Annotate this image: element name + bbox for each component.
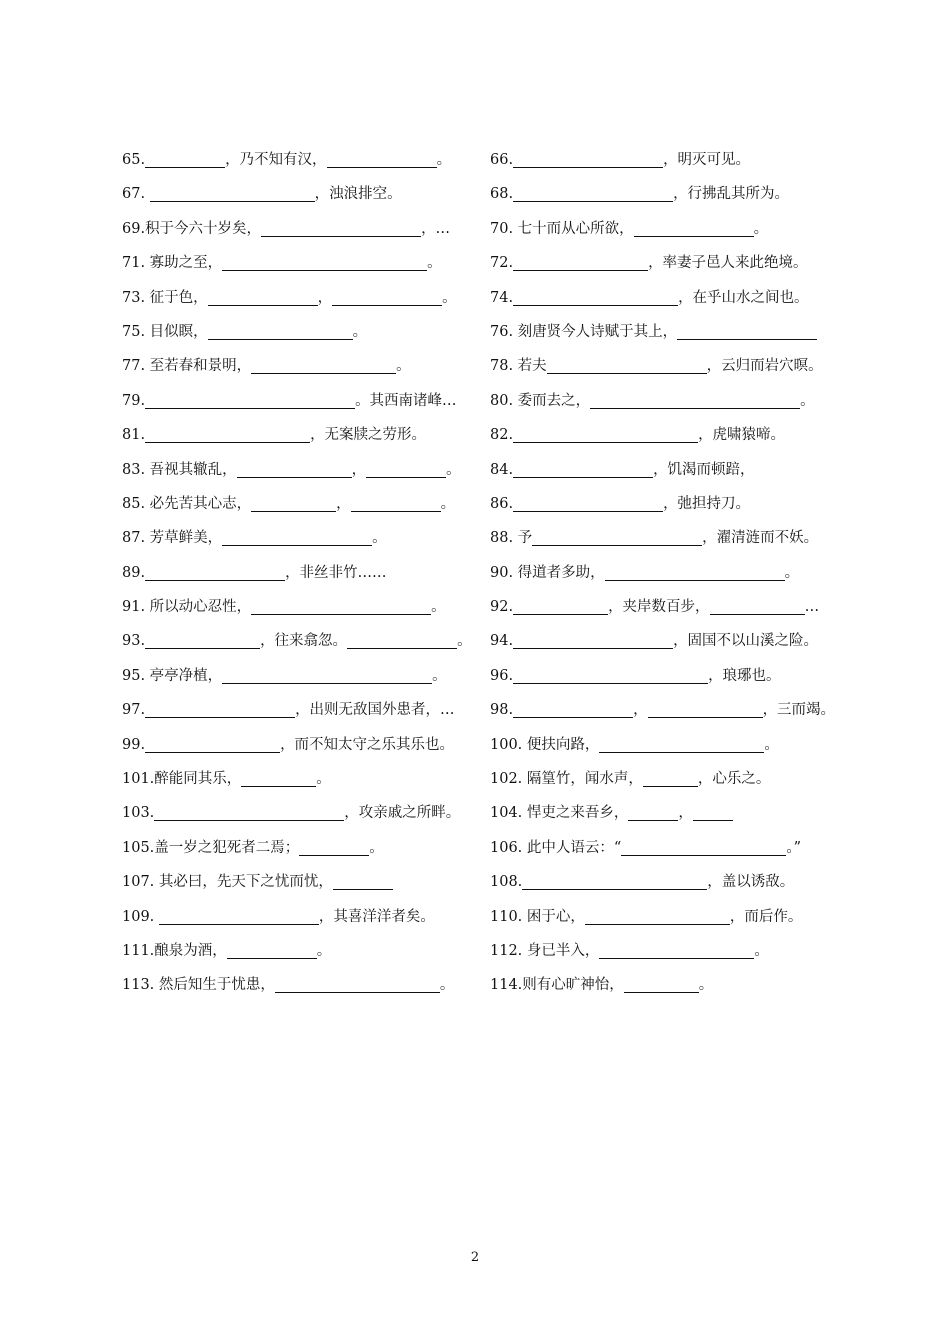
question-text: 所以动心忍性， bbox=[145, 599, 252, 616]
question-item bbox=[122, 487, 490, 521]
question-text: 然后知生于忧患， bbox=[154, 977, 275, 994]
answer-blank[interactable] bbox=[599, 940, 754, 959]
answer-blank[interactable] bbox=[251, 596, 431, 615]
question-number: 104. bbox=[490, 805, 523, 822]
question-item bbox=[490, 453, 844, 487]
answer-blank[interactable] bbox=[643, 768, 698, 787]
question-text: 。 bbox=[440, 495, 456, 512]
question-text: 。 bbox=[800, 392, 815, 409]
answer-blank[interactable] bbox=[145, 149, 225, 168]
question-number: 92. bbox=[490, 599, 514, 616]
question-number: 99. bbox=[122, 736, 146, 753]
question-item bbox=[490, 590, 844, 624]
question-text: 。 bbox=[369, 839, 384, 856]
question-number: 93. bbox=[122, 633, 146, 650]
question-number: 83. bbox=[122, 461, 146, 478]
question-number: 95. bbox=[122, 667, 146, 684]
answer-blank[interactable] bbox=[208, 321, 353, 340]
question-text: 若夫 bbox=[513, 358, 547, 375]
answer-blank[interactable] bbox=[585, 906, 730, 925]
answer-blank[interactable] bbox=[513, 596, 608, 615]
question-number: 65. bbox=[122, 152, 146, 168]
question-number: 98. bbox=[490, 702, 514, 719]
question-text: 委而去之， bbox=[513, 392, 591, 409]
question-text: 。 bbox=[372, 530, 387, 547]
question-number: 89. bbox=[122, 564, 146, 581]
question-text: 吾视其辙乱， bbox=[145, 461, 237, 478]
question-number: 101. bbox=[122, 771, 155, 788]
question-number: 79. bbox=[122, 392, 146, 409]
question-text: 芳草鲜美， bbox=[145, 530, 223, 547]
question-text: ，固国不以山溪之险。 bbox=[673, 633, 819, 650]
question-item bbox=[122, 521, 490, 555]
question-text: ，行拂乱其所为。 bbox=[673, 186, 790, 203]
question-text: 。 bbox=[352, 323, 368, 340]
question-text: ，往来翕忽。 bbox=[260, 633, 348, 650]
question-item bbox=[490, 624, 844, 658]
answer-blank[interactable] bbox=[347, 630, 457, 649]
question-item bbox=[122, 659, 490, 693]
question-text: 亭亭净植， bbox=[145, 667, 223, 684]
answer-blank[interactable] bbox=[366, 459, 446, 478]
question-text: 。 bbox=[436, 152, 452, 168]
question-text: 隔篁竹，闻水声， bbox=[522, 771, 643, 788]
question-text: 。 bbox=[784, 564, 800, 581]
answer-blank[interactable] bbox=[299, 837, 369, 856]
question-text: 必先苦其心志， bbox=[145, 495, 252, 512]
answer-blank[interactable] bbox=[222, 252, 427, 271]
question-number: 105. bbox=[122, 839, 155, 856]
question-text: 。 bbox=[764, 736, 779, 753]
question-number: 96. bbox=[490, 667, 514, 684]
question-text: 。 bbox=[457, 633, 472, 650]
question-number: 72. bbox=[490, 255, 514, 272]
question-item bbox=[490, 900, 844, 934]
answer-blank[interactable] bbox=[327, 149, 437, 168]
answer-blank[interactable] bbox=[628, 802, 678, 821]
question-text: 。 bbox=[396, 358, 411, 375]
answer-blank[interactable] bbox=[145, 390, 355, 409]
question-text: 其必曰，先天下之忧而忧， bbox=[154, 874, 333, 891]
answer-blank[interactable] bbox=[513, 493, 663, 512]
answer-blank[interactable] bbox=[261, 218, 421, 237]
question-number: 87. bbox=[122, 530, 146, 547]
question-item bbox=[490, 556, 844, 590]
question-text: 则有心旷神怡， bbox=[522, 977, 624, 994]
question-item bbox=[122, 281, 490, 315]
answer-blank[interactable] bbox=[251, 493, 336, 512]
question-number: 75. bbox=[122, 323, 146, 340]
question-text: 。 bbox=[698, 977, 714, 994]
question-text: ， bbox=[336, 495, 351, 512]
question-item bbox=[490, 177, 844, 211]
question-text: ，弛担持刀。 bbox=[663, 495, 751, 512]
question-text: 。 bbox=[439, 977, 455, 994]
question-item bbox=[490, 418, 844, 452]
answer-blank[interactable] bbox=[159, 906, 319, 925]
answer-blank[interactable] bbox=[351, 493, 441, 512]
answer-blank[interactable] bbox=[677, 321, 817, 340]
question-number: 106. bbox=[490, 839, 523, 856]
question-item bbox=[490, 831, 844, 865]
question-number: 110. bbox=[490, 908, 523, 925]
answer-blank[interactable] bbox=[150, 183, 315, 202]
question-item bbox=[122, 453, 490, 487]
question-item bbox=[490, 968, 844, 1002]
question-text: 。其西南诸峰… bbox=[355, 392, 457, 409]
question-text: 至若春和景明， bbox=[145, 358, 252, 375]
question-item bbox=[122, 728, 490, 762]
question-number: 81. bbox=[122, 427, 146, 444]
question-item bbox=[490, 693, 844, 727]
question-text: 征于色， bbox=[145, 289, 208, 306]
question-item bbox=[490, 349, 844, 383]
question-number: 70. bbox=[490, 220, 514, 237]
answer-blank[interactable] bbox=[513, 699, 633, 718]
question-item bbox=[122, 796, 490, 830]
question-number: 112. bbox=[490, 942, 523, 959]
question-item bbox=[122, 246, 490, 280]
question-number: 84. bbox=[490, 461, 514, 478]
question-text: ，… bbox=[421, 220, 451, 237]
question-item bbox=[490, 934, 844, 968]
question-item bbox=[122, 624, 490, 658]
question-item bbox=[122, 968, 490, 1002]
question-number: 114. bbox=[490, 977, 523, 994]
question-text: 积于今六十岁矣， bbox=[145, 220, 262, 237]
question-text: ， bbox=[317, 289, 333, 306]
answer-blank[interactable] bbox=[251, 355, 396, 374]
fill-in-blank-list bbox=[122, 143, 844, 1003]
question-number: 78. bbox=[490, 358, 514, 375]
question-item bbox=[122, 349, 490, 383]
question-text: … bbox=[804, 599, 820, 616]
question-text: ，乃不知有汉， bbox=[225, 152, 327, 168]
answer-blank[interactable] bbox=[590, 390, 800, 409]
question-number: 74. bbox=[490, 289, 514, 306]
question-item bbox=[490, 521, 844, 555]
answer-blank[interactable] bbox=[227, 940, 317, 959]
question-number: 71. bbox=[122, 255, 146, 272]
answer-blank[interactable] bbox=[513, 424, 698, 443]
answer-blank[interactable] bbox=[522, 871, 707, 890]
question-number: 69. bbox=[122, 220, 146, 237]
question-text: 得道者多助， bbox=[513, 564, 605, 581]
question-item bbox=[490, 143, 844, 177]
question-text: 。 bbox=[753, 220, 769, 237]
answer-blank[interactable] bbox=[222, 527, 372, 546]
answer-blank[interactable] bbox=[513, 287, 678, 306]
question-text: ，饥渴而顿踣， bbox=[653, 461, 755, 478]
answer-blank[interactable] bbox=[621, 837, 786, 856]
question-text: ，其喜洋洋者矣。 bbox=[318, 908, 435, 925]
question-item bbox=[122, 556, 490, 590]
question-number: 82. bbox=[490, 427, 514, 444]
answer-blank[interactable] bbox=[145, 424, 310, 443]
question-text: 困于心， bbox=[522, 908, 585, 925]
question-text: ，濯清涟而不妖。 bbox=[702, 530, 819, 547]
answer-blank[interactable] bbox=[599, 734, 764, 753]
question-text: 悍吏之来吾乡， bbox=[522, 805, 629, 822]
answer-blank[interactable] bbox=[275, 974, 440, 993]
question-item bbox=[490, 315, 844, 349]
answer-blank[interactable] bbox=[624, 974, 699, 993]
question-text: 。” bbox=[786, 839, 801, 856]
question-text: ，心乐之。 bbox=[697, 771, 771, 788]
question-text: 。 bbox=[316, 942, 332, 959]
page-number: 2 bbox=[470, 1250, 480, 1265]
question-item bbox=[122, 762, 490, 796]
question-number: 108. bbox=[490, 874, 523, 891]
question-text: 。 bbox=[427, 255, 442, 272]
answer-blank[interactable] bbox=[532, 527, 702, 546]
question-text: ，明灭可见。 bbox=[663, 152, 751, 168]
question-number: 94. bbox=[490, 633, 514, 650]
question-text: ，无案牍之劳形。 bbox=[310, 427, 427, 444]
question-item bbox=[490, 728, 844, 762]
question-number: 107. bbox=[122, 874, 155, 891]
question-text: ，非丝非竹…… bbox=[285, 564, 387, 581]
question-text: ，三而竭。 bbox=[762, 702, 836, 719]
question-text: ，云归而岩穴暝。 bbox=[706, 358, 823, 375]
question-number: 91. bbox=[122, 599, 146, 616]
answer-blank[interactable] bbox=[332, 287, 442, 306]
question-number: 111. bbox=[122, 942, 155, 959]
question-item bbox=[122, 693, 490, 727]
question-text: 身已半入， bbox=[522, 942, 600, 959]
question-text: ，率妻子邑人来此绝境。 bbox=[648, 255, 808, 272]
answer-blank[interactable] bbox=[513, 665, 708, 684]
question-item bbox=[122, 831, 490, 865]
question-item bbox=[122, 865, 490, 899]
question-number: 76. bbox=[490, 323, 514, 340]
question-item bbox=[490, 246, 844, 280]
question-text: 目似瞑， bbox=[145, 323, 208, 340]
question-text: 酿泉为酒， bbox=[154, 942, 227, 959]
question-item bbox=[122, 177, 490, 211]
question-text: 。 bbox=[431, 599, 446, 616]
question-text: ，出则无敌国外患者，… bbox=[295, 702, 455, 719]
question-text: 刻唐贤今人诗赋于其上， bbox=[513, 323, 678, 340]
question-item bbox=[122, 900, 490, 934]
answer-blank[interactable] bbox=[237, 459, 352, 478]
answer-blank[interactable] bbox=[241, 768, 316, 787]
answer-blank[interactable] bbox=[154, 802, 344, 821]
question-item bbox=[490, 384, 844, 418]
question-text: ，攻亲戚之所畔。 bbox=[344, 805, 461, 822]
question-item bbox=[490, 212, 844, 246]
question-item bbox=[490, 865, 844, 899]
question-text: 。 bbox=[446, 461, 461, 478]
question-number: 109. bbox=[122, 908, 155, 925]
question-item bbox=[122, 212, 490, 246]
answer-blank[interactable] bbox=[513, 459, 653, 478]
answer-blank[interactable] bbox=[145, 630, 260, 649]
question-number: 103. bbox=[122, 805, 155, 822]
answer-blank[interactable] bbox=[145, 699, 295, 718]
answer-blank[interactable] bbox=[145, 562, 285, 581]
question-text: ，琅琊也。 bbox=[708, 667, 781, 684]
question-text: 予 bbox=[513, 530, 533, 547]
question-text: ， bbox=[351, 461, 367, 478]
question-item bbox=[122, 934, 490, 968]
question-text: 。 bbox=[754, 942, 769, 959]
answer-blank[interactable] bbox=[693, 802, 733, 821]
question-item bbox=[490, 659, 844, 693]
question-number: 97. bbox=[122, 702, 146, 719]
answer-blank[interactable] bbox=[513, 252, 648, 271]
question-number: 85. bbox=[122, 495, 146, 512]
answer-blank[interactable] bbox=[145, 734, 280, 753]
answer-blank[interactable] bbox=[513, 149, 663, 168]
question-item bbox=[122, 418, 490, 452]
question-text: ，而不知太守之乐其乐也。 bbox=[280, 736, 455, 753]
question-text: ，夹岸数百步， bbox=[608, 599, 710, 616]
question-text: ，盖以诱敌。 bbox=[707, 874, 795, 891]
question-number: 80. bbox=[490, 392, 514, 409]
question-item bbox=[122, 590, 490, 624]
question-item bbox=[122, 315, 490, 349]
question-number: 113. bbox=[122, 977, 155, 994]
answer-blank[interactable] bbox=[513, 183, 673, 202]
question-number: 67. bbox=[122, 186, 146, 203]
question-number: 68. bbox=[490, 186, 514, 203]
question-text: 此中人语云：“ bbox=[522, 839, 622, 856]
question-number: 66. bbox=[490, 152, 514, 168]
question-item bbox=[490, 762, 844, 796]
answer-blank[interactable] bbox=[634, 218, 754, 237]
answer-blank[interactable] bbox=[547, 355, 707, 374]
question-text: 。 bbox=[316, 771, 331, 788]
question-text: ，浊浪排空。 bbox=[314, 186, 402, 203]
question-number: 102. bbox=[490, 771, 523, 788]
question-text: ，而后作。 bbox=[729, 908, 803, 925]
question-text: 。 bbox=[442, 289, 457, 306]
question-text: 七十而从心所欲， bbox=[513, 220, 634, 237]
question-text: ，虎啸猿啼。 bbox=[698, 427, 786, 444]
answer-blank[interactable] bbox=[710, 596, 805, 615]
question-item bbox=[490, 281, 844, 315]
question-number: 86. bbox=[490, 495, 514, 512]
question-text: 寡助之至， bbox=[145, 255, 223, 272]
question-number: 77. bbox=[122, 358, 146, 375]
question-item bbox=[490, 487, 844, 521]
question-number: 90. bbox=[490, 564, 514, 581]
question-text: 便扶向路， bbox=[522, 736, 600, 753]
question-number: 100. bbox=[490, 736, 523, 753]
answer-blank[interactable] bbox=[222, 665, 432, 684]
answer-blank[interactable] bbox=[208, 287, 318, 306]
question-text: 。 bbox=[432, 667, 447, 684]
answer-blank[interactable] bbox=[605, 562, 785, 581]
question-text: ， bbox=[678, 805, 693, 822]
question-text: 盖一岁之犯死者二焉； bbox=[154, 839, 300, 856]
answer-blank[interactable] bbox=[648, 699, 763, 718]
answer-blank[interactable] bbox=[333, 871, 393, 890]
question-text: 醉能同其乐， bbox=[154, 771, 242, 788]
answer-blank[interactable] bbox=[513, 630, 673, 649]
question-text: ， bbox=[633, 702, 648, 719]
question-item bbox=[122, 384, 490, 418]
question-number: 88. bbox=[490, 530, 514, 547]
question-number: 73. bbox=[122, 289, 146, 306]
question-item bbox=[122, 143, 490, 177]
question-item bbox=[490, 796, 844, 830]
question-text: ，在乎山水之间也。 bbox=[678, 289, 809, 306]
